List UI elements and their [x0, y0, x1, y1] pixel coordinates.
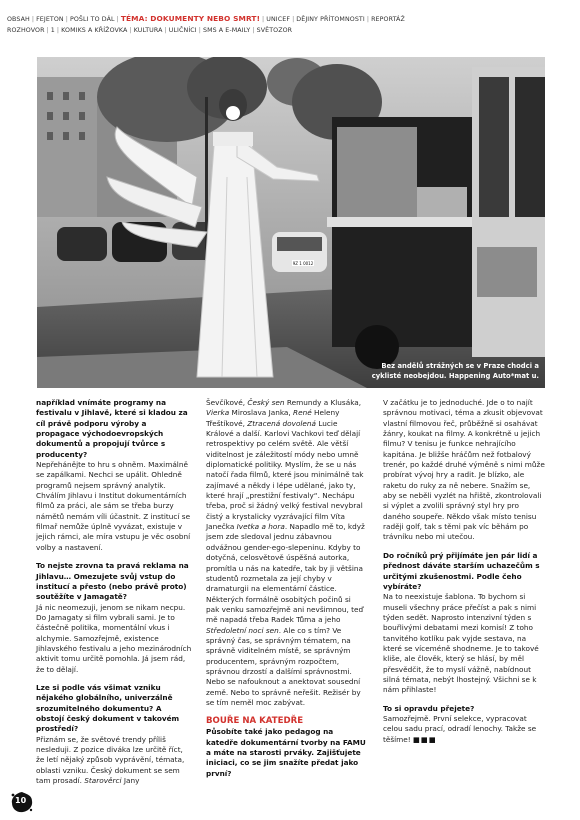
nav-separator: |	[65, 16, 68, 23]
nav-separator: |	[46, 27, 49, 34]
page-number: 10	[15, 796, 27, 805]
film-title: Středoletní noci sen	[206, 625, 279, 635]
nav-link[interactable]: SMS A E-MAILY	[202, 27, 251, 34]
photo-caption: Bez andělů strážných se v Praze chodci a cyklisté neobejdou. Happening Auto*mat u.	[371, 362, 539, 380]
interview-question: Působíte také jako pedagog na katedře dokumentární tvorby na FAMU a máte na starosti prváky. Zajišťujete iniciaci, co se jim snažíte předat jako první?	[206, 727, 366, 778]
top-navigation	[7, 13, 567, 37]
text-run: Ševčíkové,	[206, 398, 248, 407]
nav-link[interactable]: TÉMA: DOKUMENTY NEBO SMRT!	[120, 14, 261, 23]
nav-link[interactable]: 1	[50, 27, 55, 34]
nav-link[interactable]: OBSAH	[7, 16, 30, 23]
nav-separator: |	[292, 16, 295, 23]
interview-answer: Nepřehánějte to hru s ohněm. Maximálně se zapálkami. Nechci se upálit. Ohledně programů nejsem správný analytik. Chválím Jihlavu i Institut dokumentárních filmů za práci, ale sám se třeba burzy námětů nemám víli účastnit. Z institucí se filmař nemůže úplně vyvázat, existuje v jejich rámci, ale míra vstupu je věc osobní volby a nastavení.	[36, 460, 191, 552]
film-title: Vierka	[206, 408, 230, 418]
interview-question: To nejste zrovna ta pravá reklama na Jihlavu… Omezujete svůj vstup do institucí a přesto (nebo právě proto) soutěžíte v Jamagatě?	[36, 561, 189, 602]
nav-link[interactable]: POŠLI TO DÁL	[69, 16, 115, 23]
nav-row-1	[7, 13, 567, 25]
section-heading: BOUŘE NA KATEDŘE	[206, 716, 304, 727]
text-run: . Ale co s tím? Ve správný čas, se správným tématem, na správně viditelném místě, se správným producentem, správným rozpočtem, správnou drzostí a dalšími správnostmi. Nebo se nafouknout a anektovat sousední země. Nebo to správně neřešit. Režisér by se tím neměl moc zabývat.	[206, 625, 361, 707]
text-run: Lucie Králové a další. Karlovi Vachkovi teď dělají retrospektivy po celém světě. Ale větší viditelnost je záležitostí módy nebo umně diplomatické politiky. Myslím, že se u nás natočí řada filmů, které jsou minimálně tak zajímavé a někdy i lépe udělané, jako ty, které hrají „prestižní festivaly“. Nechápu třeba, proč si žádný velký festival nevybral čistý a krystalicky vyzrávající film Víta Janečka	[206, 418, 364, 532]
nav-link[interactable]: REPORTÁŽ	[371, 16, 405, 23]
interview-answer: Na to neexistuje šablona. To bychom si museli všechny práce přečíst a pak s nimi týden sedět. Naprosto intenzivní týden s bouřlivými debatami mezi komisí! Z toho tanvitého kotlíku pak vyjde sestava, na které se víceméně shodneme. Je to takové kliše, ale člověk, který se hlásí, by měl přesvědčit, že to myslí vážně, nabídnout silná témata, nebýt lhostejný. Všichni se k nám přihlaste!	[383, 592, 539, 695]
nav-link[interactable]: UNICEF	[266, 16, 291, 23]
interview-answer: Samozřejmě. První selekce, vypracovat celou sadu prací, odradí lenochy. Takže se těšíme! ■■■	[383, 713, 537, 744]
article-column-2	[206, 398, 366, 779]
nav-link[interactable]: DĚJINY PŘÍTOMNOSTI	[296, 16, 365, 23]
article-column-1	[36, 398, 192, 786]
nav-link[interactable]: KULTURA	[133, 27, 163, 34]
article-photo	[37, 57, 545, 388]
interview-question: To si opravdu přejete?	[383, 703, 475, 713]
text-run: Remundy a Klusáka,	[284, 398, 362, 407]
film-title: Český sen	[247, 398, 285, 407]
end-of-article-mark: ■■■	[413, 734, 437, 744]
nav-separator: |	[56, 27, 60, 34]
nav-separator: |	[262, 16, 265, 23]
nav-separator: |	[116, 16, 119, 23]
article-column-3	[383, 398, 545, 745]
nav-link[interactable]: SVĚTOZOR	[256, 27, 293, 34]
film-title: Ztracená dovolená	[247, 418, 317, 428]
nav-link[interactable]: ROZHOVOR	[7, 27, 45, 34]
interview-answer: Já nic neomezuji, jenom se nikam necpu. Do Jamagaty si film vybrali sami. Je to částečně politika, momentální vkus i alchymie. Samozřejmě, existence Jihlavského festivalu a jeho mezinárodních aktivit tomu určitě pomohla. Já jsem rád, že to dělají.	[36, 602, 192, 674]
interview-question: Lze si podle vás všimat vzniku nějakého globálního, univerzálně srozumitelného dokumentu? A obstojí český dokument v takovém prostředí?	[36, 682, 180, 734]
nav-separator: |	[252, 27, 255, 34]
page-number-badge	[10, 791, 34, 813]
nav-separator: |	[164, 27, 167, 34]
nav-separator: |	[129, 27, 132, 34]
interview-answer: V začátku je to jednoduché. Jde o to najít správnou motivaci, téma a zkusit objevovat vlastní filmovou řeč, průběžně si osahávat žánry, koukat na filmy. A konkrétně u jejich filmu? V tenisu je funkce nehrajícího kapitána. Je bližše hráčům než fotbalový trenér, po každé druhé výměně s nimi může probírat vývoj hry a radit. Je blízko, ale raketu do ruky za ně nebere. Snažím se, aby se neběli vyzlét na hřiště, zkontrolovali si výplet a zvolili správný styl hry pro daného soupeře. Někdo však místo tenisu raději golf, tak s těmi pak víc běhám po trávníku nebo mi utečou.	[383, 398, 545, 542]
interview-question: Do ročníků prý přijímáte jen pár lidí a přednost dáváte starším uchazečům s určitými zkušenostmi. Podle čeho vybíráte?	[383, 550, 540, 591]
license-plate: 9Z 1 0012	[292, 261, 314, 266]
nav-link[interactable]: KOMIKS A KŘÍŽOVKA	[61, 27, 128, 34]
text-run: Miroslava Janka,	[229, 408, 294, 418]
interview-answer: Přiznám se, že světové trendy příliš nesleduji. Z pozice diváka lze určitě říct, že letí nějaký způsob vyprávění, témata, oblasti vzniku. Český dokument se sem tam prosadí. Starověrci Jany	[36, 734, 185, 786]
text-run: . Napadlo mě to, když jsem zde sledoval jednu zábavnou odvážnou gender-ego-slepeninu. Kdyby to dotyčná, celosvětově úspěšná autorka, promítla u nás na katedře, tak by ji většina studentů rozmetala za její chyby v dramaturgii na elementární částice. Některých formálně osobitých počinů si pak venku samozřejmě ani nevšimnou, teď mě napadá třeba Radek Tůma a jeho	[206, 522, 365, 625]
film-title: Ivetka a hora	[236, 522, 285, 532]
nav-link[interactable]: FEJETON	[36, 16, 64, 23]
nav-link[interactable]: ULIČNÍCI	[168, 27, 197, 34]
nav-separator: |	[31, 16, 35, 23]
film-title: Starověrci	[84, 776, 122, 786]
film-title: René	[293, 408, 312, 418]
text-run: Heleny Třeštíkové,	[206, 408, 340, 428]
interview-question: například vnímáte programy na festivalu v Jihlavě, které si kladou za cíl právě podporu výroby a propagace východoevropských dokumentů a propojují tvůrce s producenty?	[36, 398, 188, 459]
nav-separator: |	[198, 27, 201, 34]
nav-row-2	[7, 25, 567, 37]
nav-separator: |	[366, 16, 370, 23]
interview-answer	[206, 398, 366, 708]
